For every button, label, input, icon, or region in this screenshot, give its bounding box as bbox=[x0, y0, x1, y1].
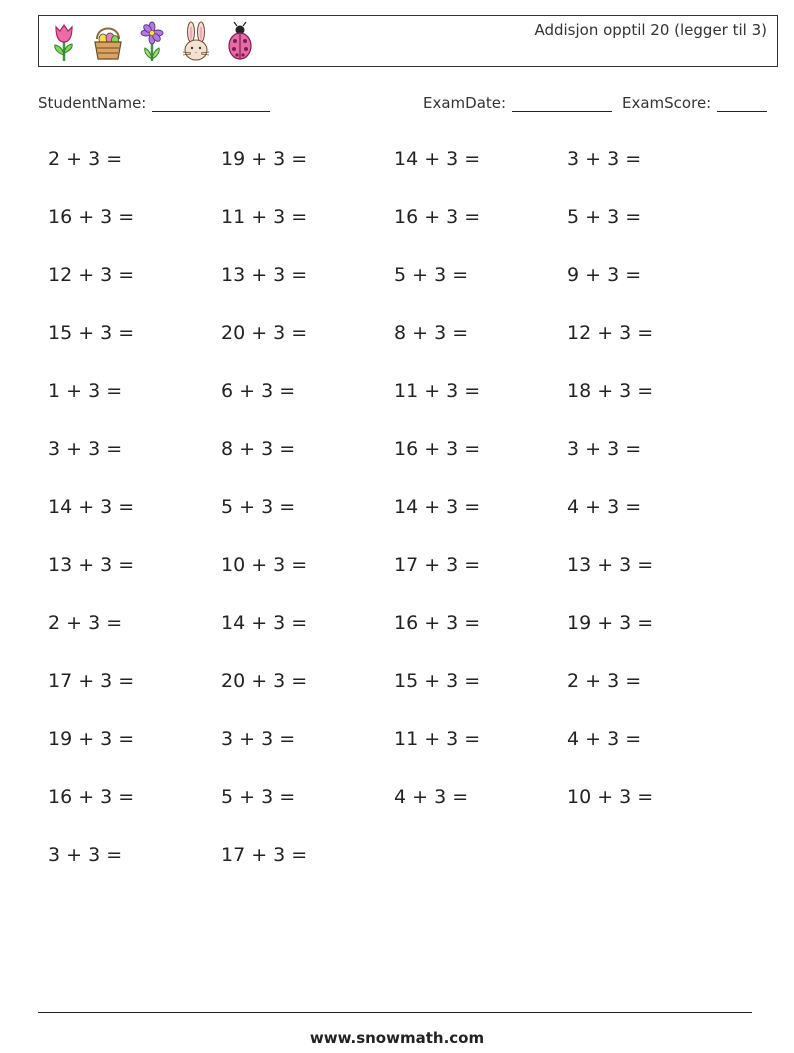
student-name-line[interactable] bbox=[152, 95, 270, 112]
problem-item: 5 + 3 = bbox=[567, 206, 642, 228]
problem-item: 2 + 3 = bbox=[48, 612, 123, 634]
worksheet-title: Addisjon opptil 20 (legger til 3) bbox=[534, 21, 767, 39]
problem-row bbox=[48, 728, 748, 756]
problem-item: 2 + 3 = bbox=[567, 670, 642, 692]
problem-item: 10 + 3 = bbox=[567, 786, 654, 808]
problem-row bbox=[48, 438, 748, 466]
problem-item: 4 + 3 = bbox=[567, 496, 642, 518]
problem-item: 1 + 3 = bbox=[48, 380, 123, 402]
problem-item: 14 + 3 = bbox=[394, 496, 481, 518]
problem-item: 11 + 3 = bbox=[221, 206, 308, 228]
problem-row bbox=[48, 786, 748, 814]
problem-row bbox=[48, 264, 748, 292]
problem-item: 12 + 3 = bbox=[567, 322, 654, 344]
problem-item: 4 + 3 = bbox=[567, 728, 642, 750]
problem-item: 13 + 3 = bbox=[48, 554, 135, 576]
problem-item: 3 + 3 = bbox=[567, 148, 642, 170]
problem-row bbox=[48, 554, 748, 582]
problem-item: 12 + 3 = bbox=[48, 264, 135, 286]
easter-basket-icon bbox=[91, 20, 125, 64]
problem-item: 8 + 3 = bbox=[221, 438, 296, 460]
problem-item: 19 + 3 = bbox=[567, 612, 654, 634]
problem-item: 5 + 3 = bbox=[394, 264, 469, 286]
exam-score-label: ExamScore: bbox=[622, 94, 712, 112]
problem-item: 17 + 3 = bbox=[394, 554, 481, 576]
problem-item: 19 + 3 = bbox=[48, 728, 135, 750]
problem-item: 3 + 3 = bbox=[48, 844, 123, 866]
footer-divider bbox=[38, 1012, 752, 1013]
problem-item: 14 + 3 = bbox=[48, 496, 135, 518]
problem-item: 20 + 3 = bbox=[221, 670, 308, 692]
problem-item: 10 + 3 = bbox=[221, 554, 308, 576]
exam-date-line[interactable] bbox=[512, 95, 612, 112]
problem-item: 4 + 3 = bbox=[394, 786, 469, 808]
tulip-icon bbox=[47, 20, 81, 64]
problem-item: 8 + 3 = bbox=[394, 322, 469, 344]
problem-row bbox=[48, 496, 748, 524]
exam-date-label: ExamDate: bbox=[423, 94, 507, 112]
problem-item: 15 + 3 = bbox=[394, 670, 481, 692]
student-name-label: StudentName: bbox=[38, 94, 147, 112]
exam-date-field[interactable] bbox=[423, 94, 612, 112]
problem-item: 14 + 3 = bbox=[394, 148, 481, 170]
purple-flower-icon bbox=[135, 20, 169, 64]
problem-item: 3 + 3 = bbox=[221, 728, 296, 750]
problem-item: 16 + 3 = bbox=[48, 206, 135, 228]
bunny-icon bbox=[179, 20, 213, 64]
student-name-field[interactable] bbox=[38, 94, 270, 112]
problem-item: 13 + 3 = bbox=[221, 264, 308, 286]
problem-item: 5 + 3 = bbox=[221, 496, 296, 518]
problem-item: 15 + 3 = bbox=[48, 322, 135, 344]
problem-item: 9 + 3 = bbox=[567, 264, 642, 286]
problem-item: 11 + 3 = bbox=[394, 728, 481, 750]
problem-item: 5 + 3 = bbox=[221, 786, 296, 808]
ladybug-icon bbox=[223, 20, 257, 64]
problem-row bbox=[48, 380, 748, 408]
exam-score-field[interactable] bbox=[622, 94, 767, 112]
problem-row bbox=[48, 322, 748, 350]
exam-score-line[interactable] bbox=[717, 95, 767, 112]
problem-item: 3 + 3 = bbox=[48, 438, 123, 460]
problem-item: 14 + 3 = bbox=[221, 612, 308, 634]
problem-item: 17 + 3 = bbox=[221, 844, 308, 866]
problem-item: 16 + 3 = bbox=[394, 612, 481, 634]
problem-item: 16 + 3 = bbox=[394, 438, 481, 460]
problem-row bbox=[48, 206, 748, 234]
footer-site: www.snowmath.com bbox=[309, 1029, 485, 1047]
problem-item: 16 + 3 = bbox=[394, 206, 481, 228]
problem-item: 17 + 3 = bbox=[48, 670, 135, 692]
problem-item: 13 + 3 = bbox=[567, 554, 654, 576]
header-icons bbox=[47, 20, 257, 64]
problem-item: 6 + 3 = bbox=[221, 380, 296, 402]
problem-item: 18 + 3 = bbox=[567, 380, 654, 402]
problem-item: 2 + 3 = bbox=[48, 148, 123, 170]
problem-item: 11 + 3 = bbox=[394, 380, 481, 402]
problem-row bbox=[48, 148, 748, 176]
problem-item: 16 + 3 = bbox=[48, 786, 135, 808]
problem-item: 19 + 3 = bbox=[221, 148, 308, 170]
problem-row bbox=[48, 844, 748, 872]
worksheet-header bbox=[38, 15, 778, 67]
problem-item: 3 + 3 = bbox=[567, 438, 642, 460]
problem-row bbox=[48, 612, 748, 640]
problem-row bbox=[48, 670, 748, 698]
problem-item: 20 + 3 = bbox=[221, 322, 308, 344]
